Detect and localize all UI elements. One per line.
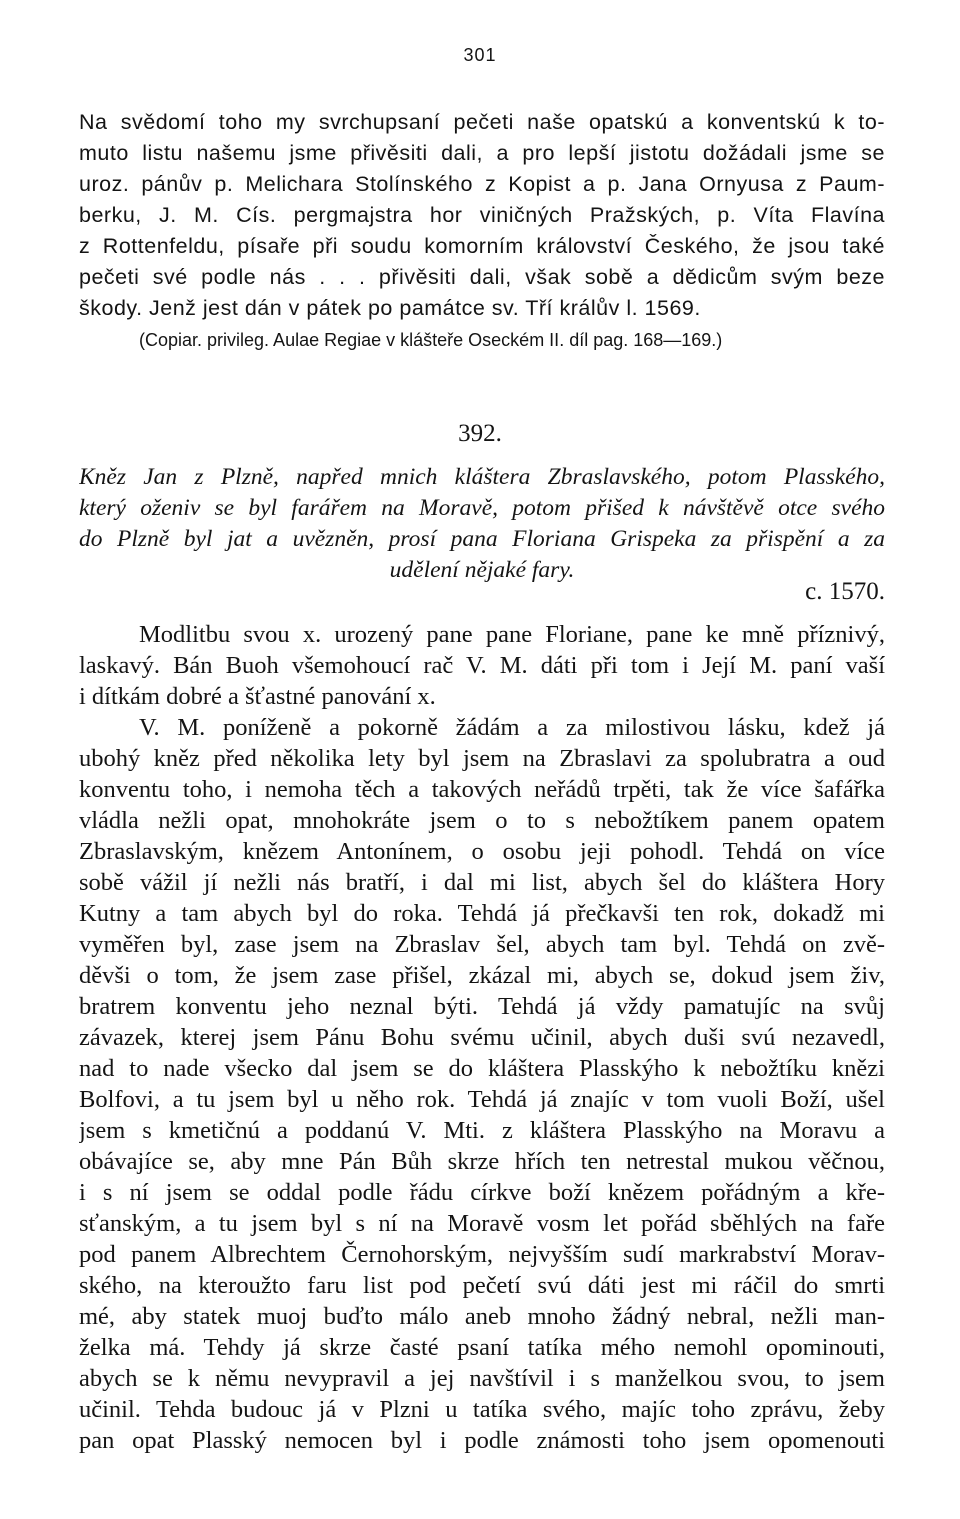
- body-line: Modlitbu svou x. urozený pane pane Floriane, pane ke mně příznivý,: [139, 621, 885, 648]
- body-line: učinil. Tehda budouc já v Plzni u tatíka svého, majíc toho zprávu, žeby: [79, 1396, 885, 1423]
- body-line: abych se k němu nevypravil a jej navštívil i s manželkou svou, to jsem: [79, 1365, 885, 1392]
- body-line: vládla nežli opat, mnohokráte jsem o to s nebožtíkem panem opatem: [79, 807, 885, 834]
- intro-line: pečeti své podle nás . . . přivěsiti dali, však sobě a dědicům svým beze: [79, 265, 885, 289]
- body-line: Bolfovi, a tu jsem byl u něho rok. Tehdá já znajíc v tom vuoli Boží, ušel: [79, 1086, 885, 1113]
- page-number: 301: [463, 45, 497, 65]
- body-line: želka má. Tehdy já skrze časté psaní tatíka mého nemohl opominouti,: [79, 1334, 885, 1361]
- body-line: i s ní jsem se oddal podle řádu církve boží knězem pořádným a kře-: [79, 1179, 885, 1206]
- body-line: sobě vážil jí nežli nás bratří, i dal mi list, abych šel do kláštera Hory: [79, 869, 885, 896]
- body-line: mé, aby statek muoj buďto málo aneb mnoho žádný nebral, nežli man-: [79, 1303, 885, 1330]
- body-line: bratrem konventu jeho neznal býti. Tehdá já vždy pamatujíc na svůj: [79, 993, 885, 1020]
- body-line: jsem s kmetičnú a poddanú V. Mti. z kláštera Plasskýho na Moravu a: [79, 1117, 885, 1144]
- intro-line: škody. Jenž jest dán v pátek po památce sv. Tří králův l. 1569.: [79, 296, 701, 320]
- body-line: V. M. poníženě a pokorně žádám a za milostivou lásku, kdež já: [139, 714, 885, 741]
- body-line: závazek, kterej jsem Pánu Bohu svému učinil, abych duši svú nezavedl,: [79, 1024, 885, 1051]
- intro-line: berku, J. M. Cís. pergmajstra hor viničných Pražských, p. Víta Flavína: [79, 203, 885, 227]
- intro-line: z Rottenfeldu, písaře při soudu komorním království Českého, že jsou také: [79, 234, 885, 258]
- heading-line: Kněz Jan z Plzně, napřed mnich kláštera Zbraslavského, potom Plasského,: [79, 464, 885, 490]
- heading-line: do Plzně byl jat a uvězněn, prosí pana Floriana Grispeka za přispění a za: [79, 526, 885, 552]
- document-number: 392.: [458, 420, 502, 447]
- body-line: konventu toho, i nemoha těch a takových neřádů trpěti, tak že více šafářka: [79, 776, 885, 803]
- body-line: vyměřen byl, zase jsem na Zbraslav šel, abych tam byl. Tehdá on zvě-: [79, 931, 885, 958]
- body-line: ubohý kněz před několika lety byl jsem na Zbraslavi za spolubratra a oud: [79, 745, 885, 772]
- intro-line: muto listu našemu jsme přivěsiti dali, a pro lepší jistotu dožádali jsme se: [79, 141, 885, 165]
- heading-line: udělení nějaké fary.: [389, 557, 575, 583]
- body-line: sťanským, a tu jsem byl s ní na Moravě vosm let pořád sběhlých na faře: [79, 1210, 885, 1237]
- body-line: pan opat Plasský nemocen byl i podle známosti toho jsem opomenouti: [79, 1427, 885, 1454]
- body-line: děvši o tom, že jsem zase přišel, zkázal mi, abych se, dokud jsem živ,: [79, 962, 885, 989]
- body-line: laskavý. Bán Buoh všemohoucí rač V. M. dáti při tom i Její M. paní vaší: [79, 652, 885, 679]
- body-line: i dítkám dobré a šťastné panování x.: [79, 683, 436, 710]
- heading-line: který oženiv se byl farářem na Moravě, potom přišed k návštěvě otce svého: [79, 495, 885, 521]
- body-line: Zbraslavským, knězem Antonínem, o osobu jeji pohodl. Tehdá on více: [79, 838, 885, 865]
- body-line: Kutny a tam abych byl do roka. Tehdá já přečkavši ten rok, dokadž mi: [79, 900, 885, 927]
- body-line: nad to nade všecko dal jsem se do kláštera Plasskýho k nebožtíku knězi: [79, 1055, 885, 1082]
- intro-line: uroz. pánův p. Melichara Stolínského z Kopist a p. Jana Ornyusa z Paum-: [79, 172, 885, 196]
- body-line: obávajíce se, aby mne Pán Bůh skrze hřích ten netrestal mukou věčnou,: [79, 1148, 885, 1175]
- source-citation: (Copiar. privileg. Aulae Regiae v klášteře Oseckém II. díl pag. 168—169.): [139, 330, 723, 350]
- body-line: ského, na kteroužto faru list pod pečetí svú dáti jest mi ráčil do smrti: [79, 1272, 885, 1299]
- document-date: c. 1570.: [805, 578, 885, 605]
- body-line: pod panem Albrechtem Černohorským, nejvyšším sudí markrabství Morav-: [79, 1241, 885, 1268]
- intro-line: Na svědomí toho my svrchupsaní pečeti naše opatskú a konventskú k to-: [79, 110, 885, 134]
